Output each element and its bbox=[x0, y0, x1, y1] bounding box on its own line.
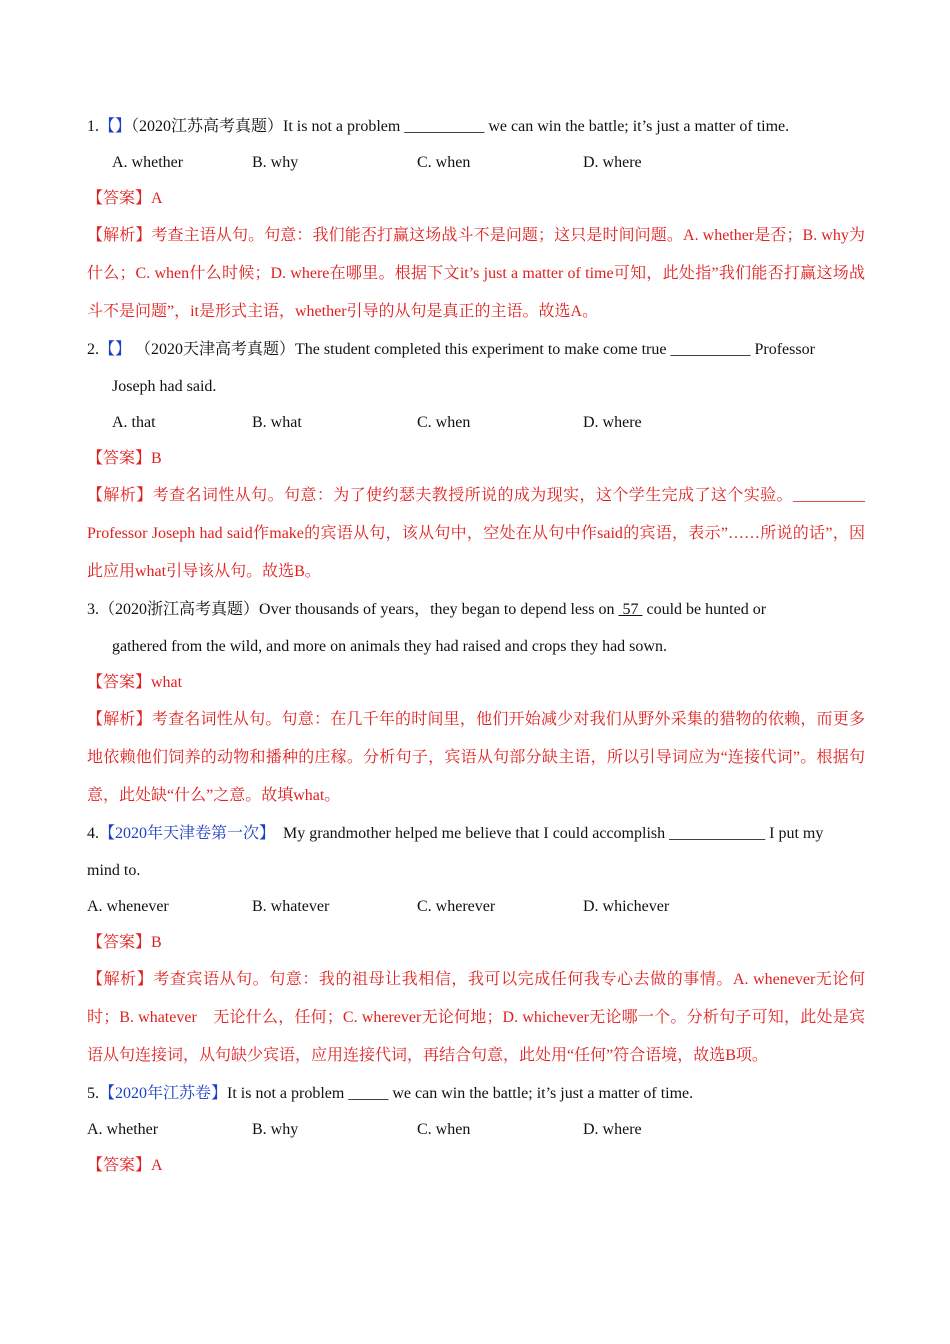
explanation-label: 【解析】 bbox=[87, 487, 153, 504]
question-3-stem-cont: gathered from the wild, and more on animals they had raised and crops they had sown. bbox=[112, 638, 667, 655]
question-text: It is not a problem _____ we can win the battle; it’s just a matter of time. bbox=[227, 1085, 694, 1102]
question-number: 4. bbox=[87, 825, 99, 842]
question-text: It is not a problem __________ we can win the battle; it’s just a matter of time. bbox=[283, 118, 790, 135]
answer-4: 【答案】B bbox=[87, 934, 162, 951]
question-text: The student completed this experiment to make come true __________ Professor bbox=[295, 341, 815, 358]
question-number: 5. bbox=[87, 1085, 99, 1102]
answer-3: 【答案】what bbox=[87, 674, 183, 691]
worksheet-page bbox=[87, 108, 865, 1184]
explanation-text: 考查宾语从句。句意：我的祖母让我相信，我可以完成任何我专心去做的事情。A. whenever无论何时；B. whatever 无论什么，任何；C. wherever无论何地；D. whichever无论哪一个。分析句子可知，此处是宾语从句连接词，从句缺少宾语，应用连接代词，再结合句意，此处用“任何”符合语境，故选B项。 bbox=[87, 971, 865, 1064]
question-4-stem-cont: mind to. bbox=[87, 862, 141, 879]
option-b[interactable]: B. what bbox=[252, 414, 302, 431]
question-text-cont: could be hunted or bbox=[646, 601, 767, 618]
explanation-label: 【解析】 bbox=[87, 711, 152, 728]
explanation-text: 考查名词性从句。句意：在几千年的时间里，他们开始减少对我们从野外采集的猎物的依赖，而更多地依赖他们饲养的动物和播种的庄稼。分析句子，宾语从句部分缺主语，所以引导词应为“连接代词”。根据句意，此处缺“什么”之意。故填what。 bbox=[87, 711, 865, 804]
explanation-1 bbox=[87, 217, 865, 331]
answer-1: 【答案】A bbox=[87, 190, 163, 207]
option-c[interactable]: C. wherever bbox=[417, 898, 496, 915]
question-source: （2020江苏高考真题） bbox=[131, 118, 284, 135]
explanation-4 bbox=[87, 961, 865, 1075]
question-1-options bbox=[87, 145, 865, 181]
question-text: Over thousands of years，they began to depend less on bbox=[259, 601, 615, 618]
question-2-stem-cont: Joseph had said. bbox=[112, 378, 217, 395]
explanation-text: 考查名词性从句。句意：为了使约瑟夫教授所说的成为现实，这个学生完成了这个实验。_________ Professor Joseph had said作make的宾语从句，该从句中，空处在从句中作said的宾语，表示”……所说的话”，因此应用what引导该从句。故选B。 bbox=[87, 487, 865, 580]
question-source: （2020天津高考真题） bbox=[135, 341, 296, 358]
option-c[interactable]: C. when bbox=[417, 154, 471, 171]
option-a[interactable]: A. that bbox=[112, 414, 156, 431]
option-d[interactable]: D. where bbox=[583, 1121, 642, 1138]
question-number: 2. bbox=[87, 341, 99, 358]
answer-5: 【答案】A bbox=[87, 1157, 163, 1174]
source-bracket: 【】 bbox=[99, 341, 132, 358]
question-3-stem bbox=[87, 591, 865, 628]
option-b[interactable]: B. why bbox=[252, 1121, 299, 1138]
option-a[interactable]: A. whenever bbox=[87, 898, 169, 915]
explanation-2 bbox=[87, 477, 865, 591]
option-b[interactable]: B. why bbox=[252, 154, 299, 171]
option-a[interactable]: A. whether bbox=[112, 154, 184, 171]
question-number: 1. bbox=[87, 118, 99, 135]
explanation-label: 【解析】 bbox=[87, 227, 152, 244]
option-d[interactable]: D. whichever bbox=[583, 898, 670, 915]
explanation-3 bbox=[87, 701, 865, 815]
option-d[interactable]: D. where bbox=[583, 414, 642, 431]
option-a[interactable]: A. whether bbox=[87, 1121, 159, 1138]
explanation-label: 【解析】 bbox=[87, 971, 154, 988]
question-4-stem bbox=[87, 815, 865, 852]
option-c[interactable]: C. when bbox=[417, 1121, 471, 1138]
question-source: （2020浙江高考真题） bbox=[99, 601, 260, 618]
source-bracket: 【】 bbox=[99, 118, 132, 135]
question-source: 【2020年江苏卷】 bbox=[99, 1085, 228, 1102]
question-text: My grandmother helped me believe that I could accomplish ____________ I put my bbox=[283, 825, 824, 842]
answer-2: 【答案】B bbox=[87, 450, 162, 467]
blank-number: 57 bbox=[618, 601, 643, 618]
explanation-text: 考查主语从句。句意：我们能否打赢这场战斗不是问题；这只是时间问题。A. whether是否；B. why为什么；C. when什么时候；D. where在哪里。根据下文it’s just a matter of time可知，此处指”我们能否打赢这场战斗不是问题”，it是形式主语，whether引导的从句是真正的主语。故选A。 bbox=[87, 227, 865, 320]
question-5-stem bbox=[87, 1075, 865, 1112]
question-4-options bbox=[87, 889, 865, 925]
option-d[interactable]: D. where bbox=[583, 154, 642, 171]
question-2-stem bbox=[87, 331, 865, 368]
option-c[interactable]: C. when bbox=[417, 414, 471, 431]
question-5-options bbox=[87, 1112, 865, 1148]
option-b[interactable]: B. whatever bbox=[252, 898, 330, 915]
question-number: 3. bbox=[87, 601, 99, 618]
question-source: 【2020年天津卷第一次】 bbox=[99, 825, 276, 842]
question-1-stem bbox=[87, 108, 865, 145]
question-2-options bbox=[87, 405, 865, 441]
